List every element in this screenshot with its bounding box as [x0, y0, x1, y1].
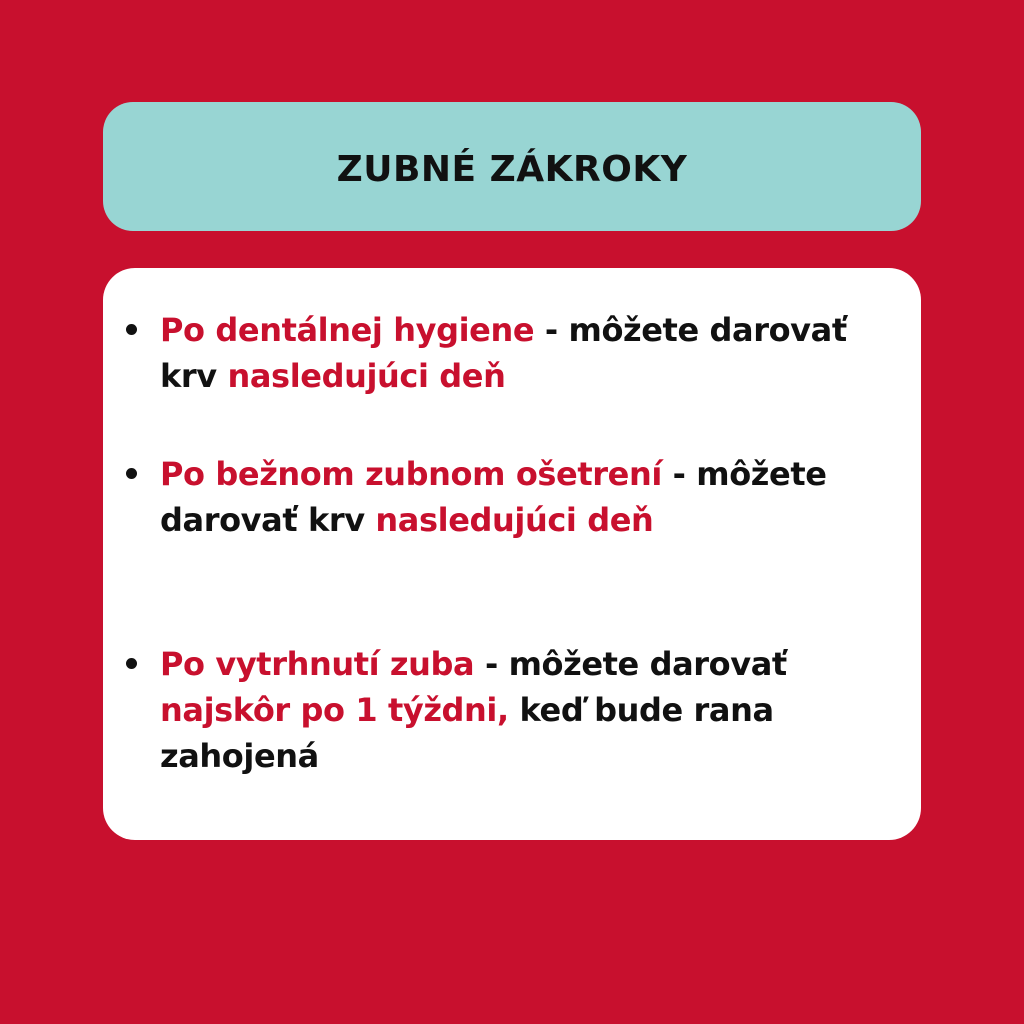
- bullet-icon: [126, 658, 137, 669]
- page-title: ZUBNÉ ZÁKROKY: [336, 149, 688, 190]
- item-3-text-1: - môžete darovať: [474, 645, 787, 683]
- item-1-text-1: - môžete darovať krv: [160, 311, 847, 395]
- item-2-highlight-2: nasledujúci deň: [375, 501, 654, 539]
- item-3-highlight-1: Po vytrhnutí zuba: [160, 645, 475, 683]
- bullet-icon: [126, 324, 137, 335]
- item-3-highlight-2: najskôr po 1 týždni,: [160, 691, 509, 729]
- bullet-icon: [126, 468, 137, 479]
- item-3-text-2: keď bude rana zahojená: [160, 691, 774, 775]
- list-item-tooth-extraction: [160, 641, 900, 779]
- item-2-text-1: - môžete darovať krv: [160, 455, 827, 539]
- list-item-dental-hygiene: [160, 307, 900, 399]
- list-item-dental-treatment: [160, 451, 900, 543]
- content-card: [103, 268, 921, 840]
- item-2-highlight-1: Po bežnom zubnom ošetrení: [160, 455, 662, 493]
- item-1-highlight-1: Po dentálnej hygiene: [160, 311, 535, 349]
- title-banner: [103, 102, 921, 231]
- item-1-highlight-2: nasledujúci deň: [227, 357, 506, 395]
